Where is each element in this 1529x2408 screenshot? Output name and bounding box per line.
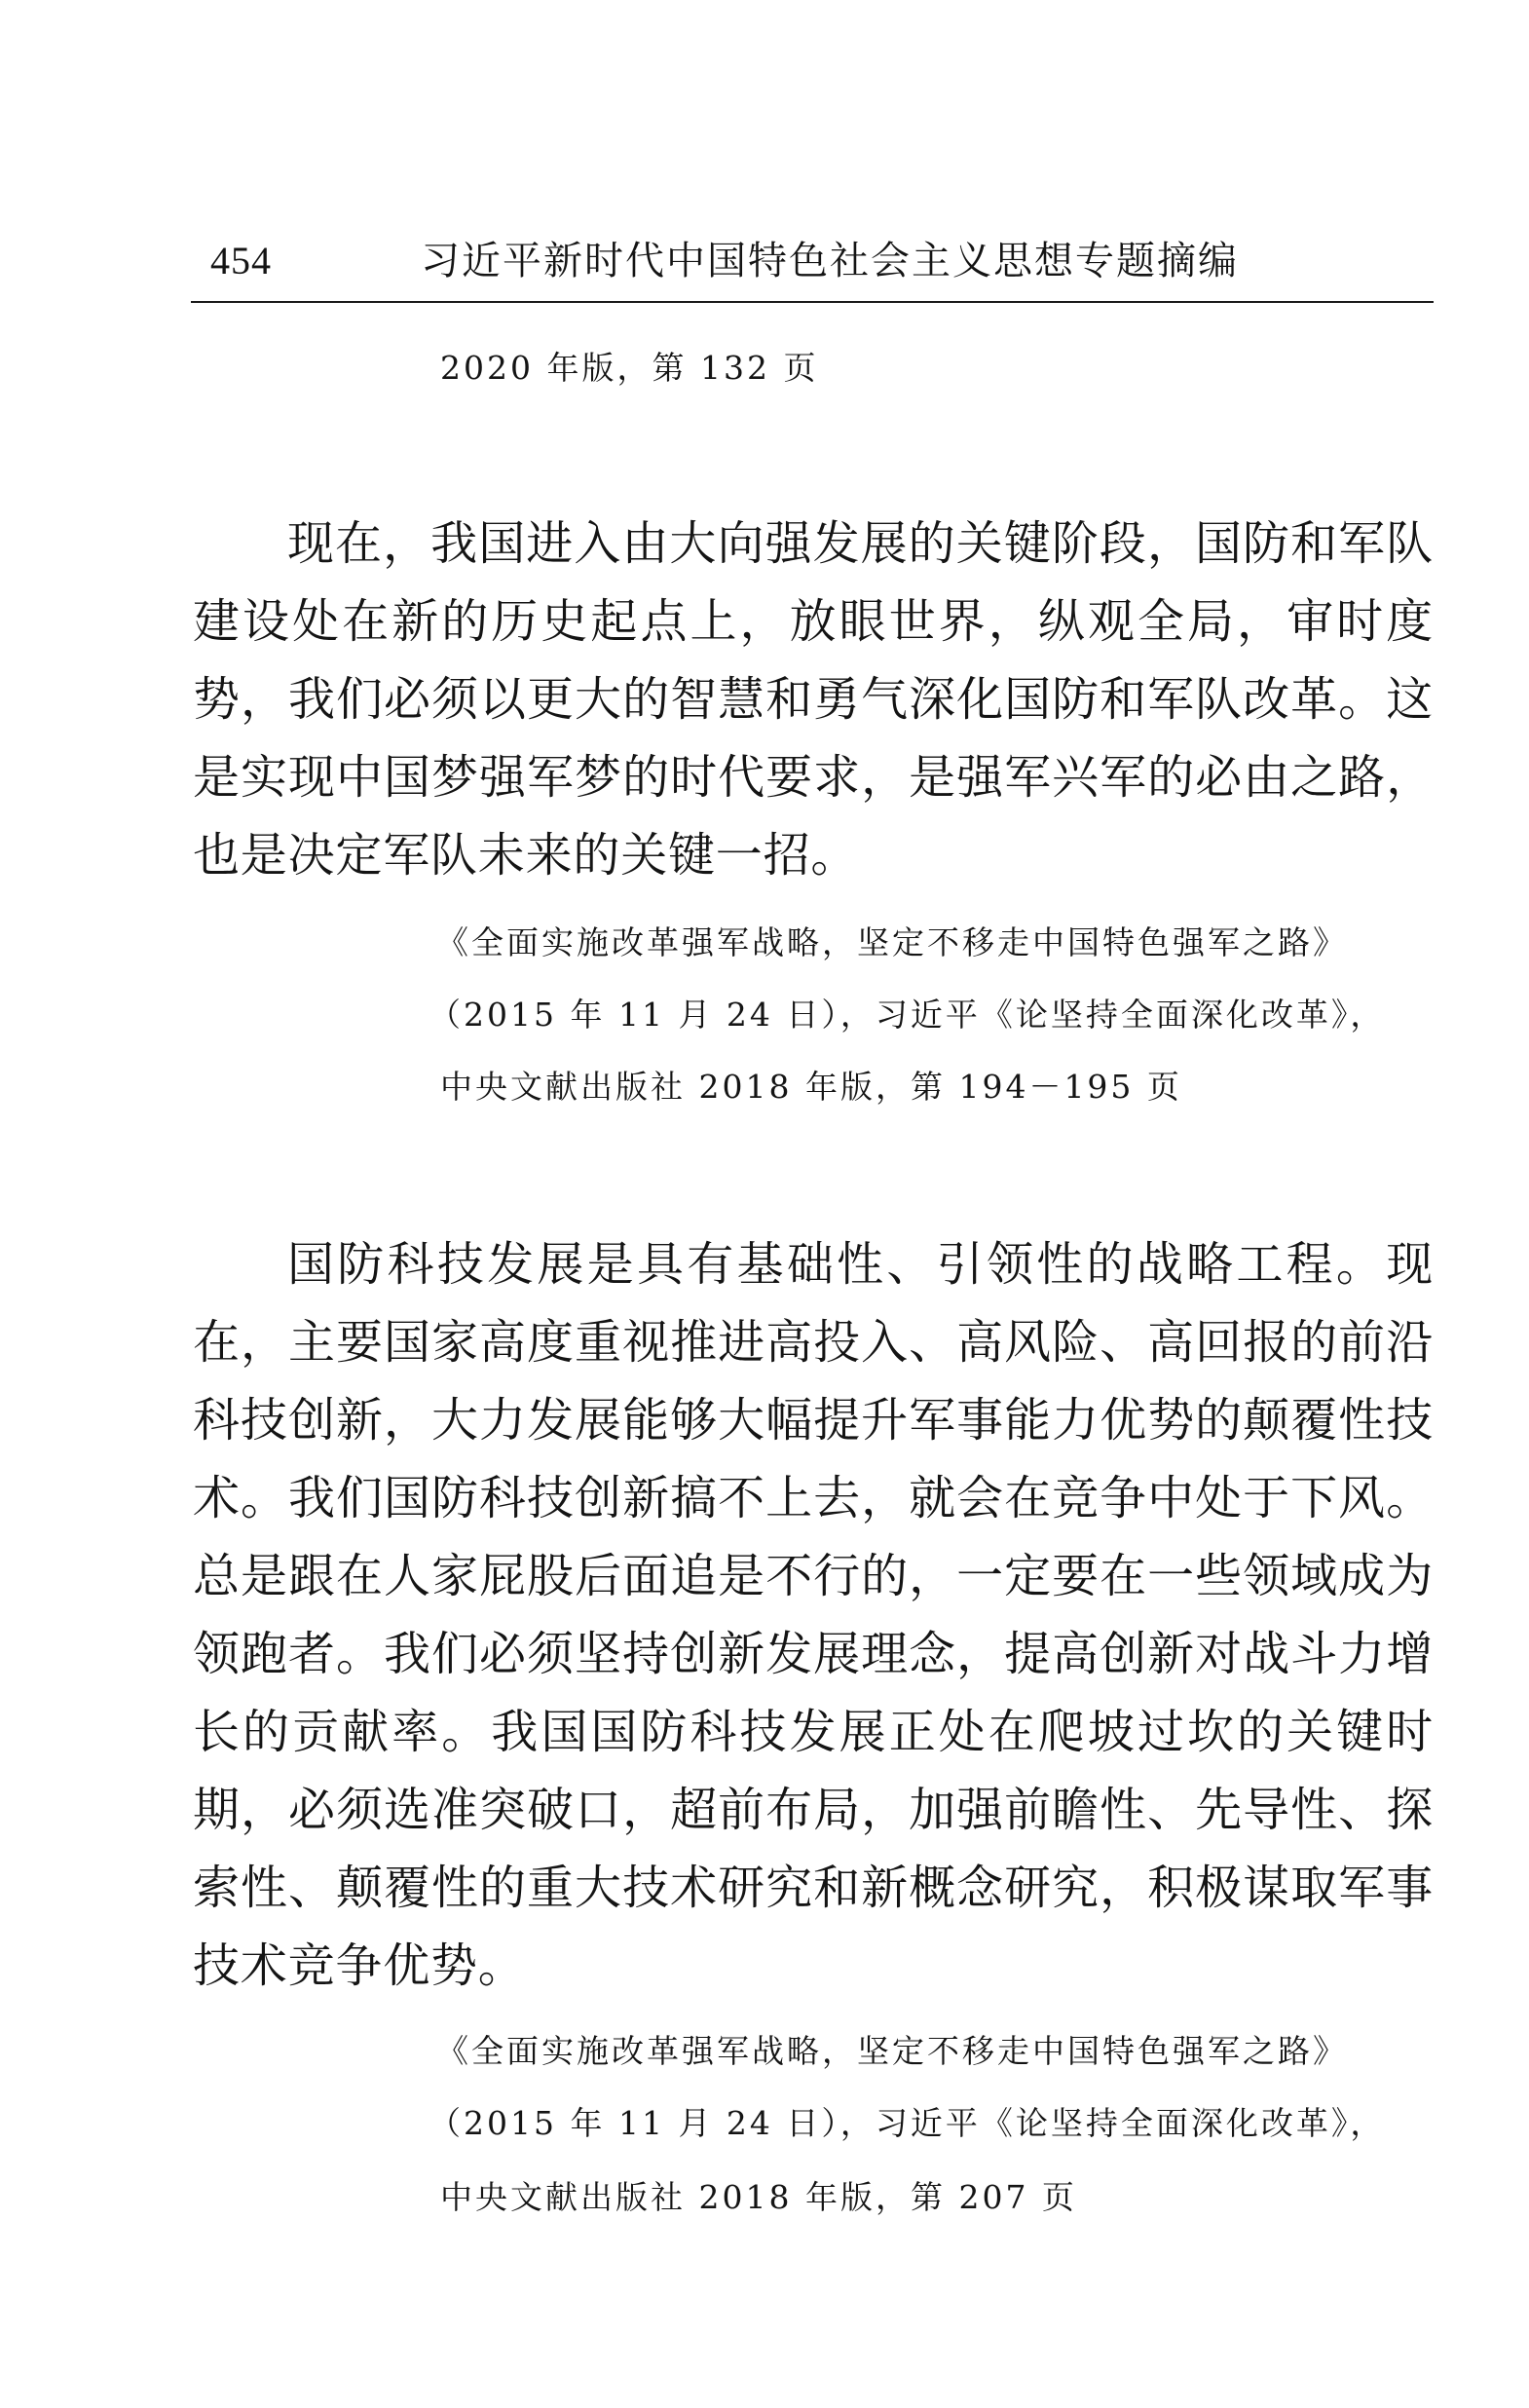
citation-1-line-1: 《全面实施改革强军战略，坚定不移走中国特色强军之路》: [436, 923, 1348, 961]
citation-2-line-1: 《全面实施改革强军战略，坚定不移走中国特色强军之路》: [436, 2032, 1348, 2070]
citation-1-line-3: 中央文献出版社 2018 年版，第 194－195 页: [440, 1068, 1182, 1106]
top-citation-line: 2020 年版，第 132 页: [440, 349, 819, 387]
body-paragraph-2: 国防科技发展是具有基础性、引领性的战略工程。现在，主要国家高度重视推进高投入、高风险、高回报的前沿科技创新，大力发展能够大幅提升军事能力优势的颠覆性技术。我们国防科技创新搞不上去，就会在竞争中处于下风。总是跟在人家屁股后面追是不行的，一定要在一些领域成为领跑者。我们必须坚持创新发展理念，提高创新对战斗力增长的贡献率。我国国防科技发展正处在爬坡过坎的关键时期，必须选准突破口，超前布局，加强前瞻性、先导性、探索性、颠覆性的重大技术研究和新概念研究，积极谋取军事技术竞争优势。: [193, 1237, 1434, 1993]
citation-2-line-2: （2015 年 11 月 24 日），习近平《论坚持全面深化改革》，: [429, 2104, 1386, 2142]
citation-1-line-2: （2015 年 11 月 24 日），习近平《论坚持全面深化改革》，: [429, 996, 1386, 1034]
header-rule: [191, 301, 1434, 303]
citation-2-line-3: 中央文献出版社 2018 年版，第 207 页: [440, 2178, 1077, 2216]
body-paragraph-1: 现在，我国进入由大向强发展的关键阶段，国防和军队建设处在新的历史起点上，放眼世界，纵观全局，审时度势，我们必须以更大的智慧和勇气深化国防和军队改革。这是实现中国梦强军梦的时代要求，是强军兴军的必由之路，也是决定军队未来的关键一招。: [193, 516, 1434, 883]
running-title: 习近平新时代中国特色社会主义思想专题摘编: [421, 239, 1239, 283]
page-number: 454: [210, 239, 272, 282]
page-header: [191, 234, 1434, 302]
